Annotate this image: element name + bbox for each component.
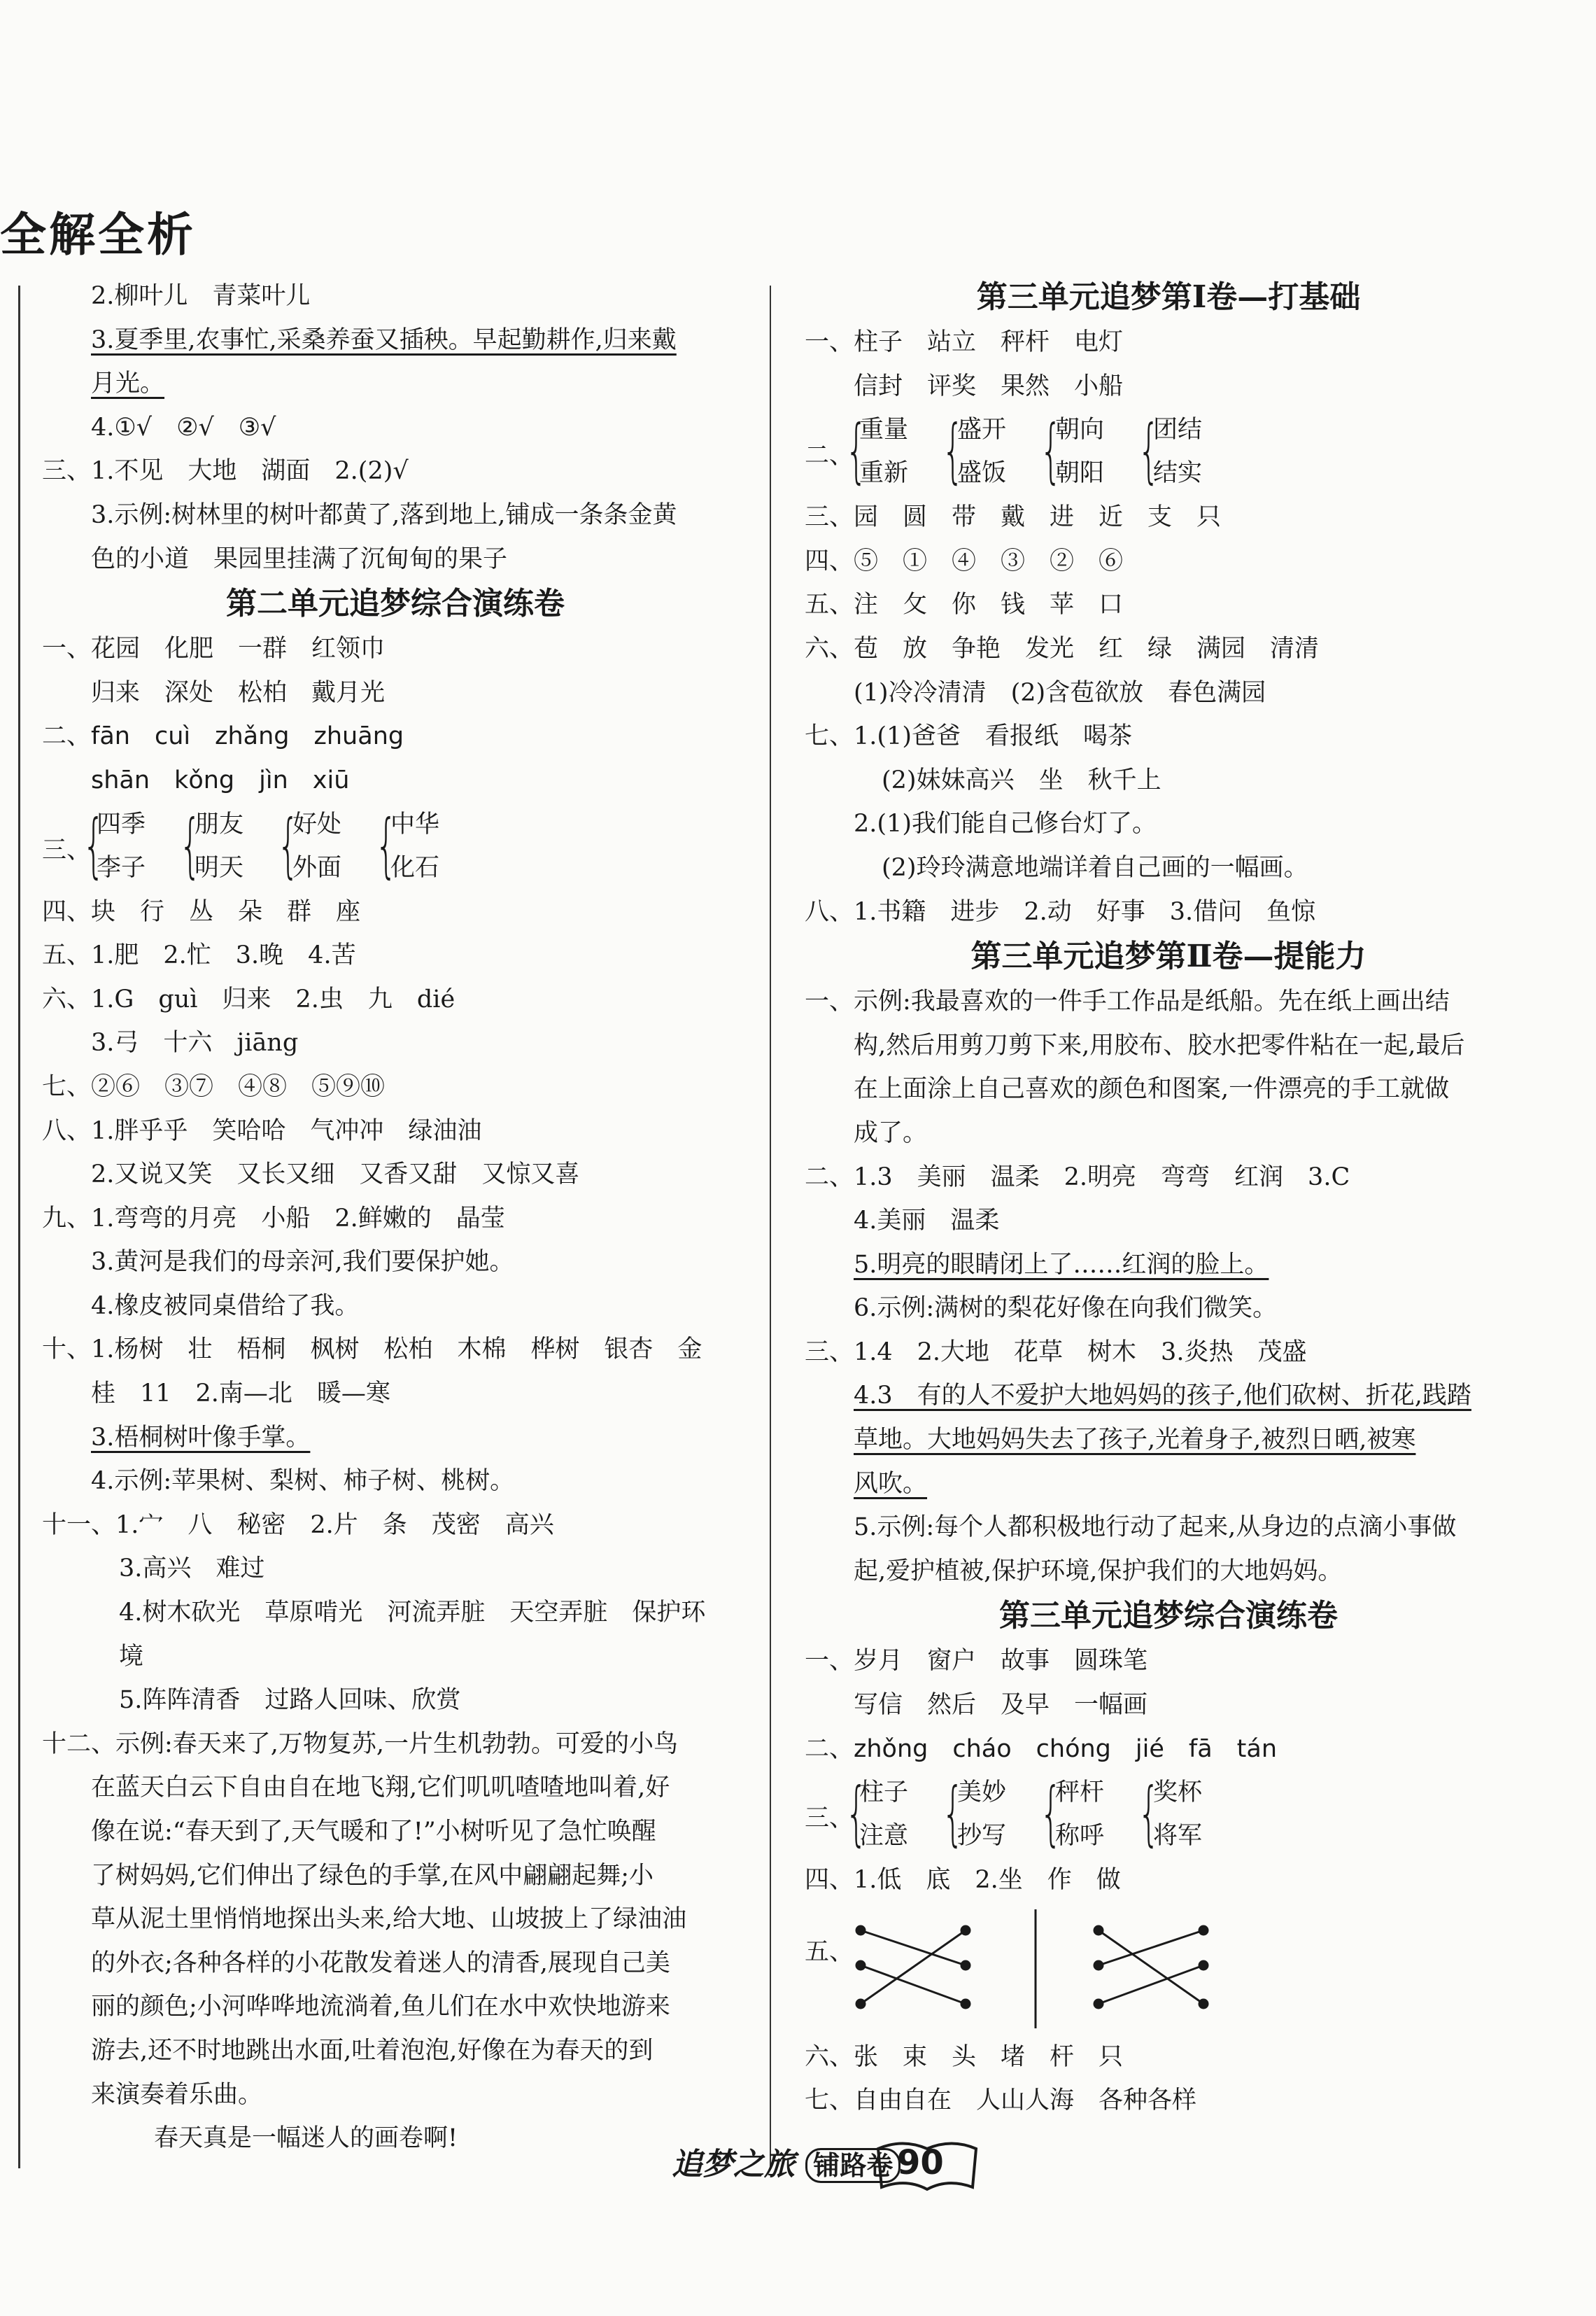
answer-line [805,365,1532,409]
answers-unit3-advanced [805,980,1532,1593]
answer-text: 十一、1.宀 八 秘密 2.片 条 茂密 高兴 [42,1510,554,1539]
answer-text: 五、1.肥 2.忙 3.晚 4.苦 [42,941,356,970]
brace-mark: { [1138,1772,1160,1855]
answer-line [805,2079,1532,2123]
answer-text: 一、花园 化肥 一群 红领巾 [42,635,386,664]
answer-line [42,2117,749,2161]
answer-line [42,1240,749,1284]
answer-text: 成了。 [854,1118,928,1147]
section-title-unit3-basic: 第三单元追梦第Ⅰ卷—打基础 [976,279,1361,315]
answer-line [42,1635,749,1679]
brace-mark: { [1040,1772,1062,1855]
brace-group-unit2 [42,803,749,890]
answer-line [805,846,1532,890]
answer-text: 2.(1)我们能自己修台灯了。 [854,810,1157,838]
brace-word: 明天 [195,853,244,882]
answer-text: 5.示例:每个人都积极地行动了起来,从身边的点滴小事做 [854,1513,1457,1542]
footer-brand: 追梦之旅 [672,2147,795,2182]
answer-line [805,1331,1532,1375]
answer-line [805,759,1532,803]
answer-text: 写信 然后 及早 一幅画 [854,1691,1148,1720]
answer-text: 七、1.(1)爸爸 看报纸 喝茶 [805,722,1132,751]
page-number: 90 [897,2143,944,2182]
answer-text: 二、fān cuì zhǎng zhuāng [42,722,404,751]
answer-line [42,2073,749,2117]
answer-text: 5.明亮的眼睛闭上了……红润的脸上。 [854,1250,1269,1279]
answer-line [42,1897,749,1942]
right-column [805,274,1532,2123]
answer-text: 境 [119,1642,144,1671]
brace-mark: { [277,803,299,886]
answer-text: 3.弓 十六 jiāng [91,1029,299,1058]
brace-mark: { [942,1772,964,1855]
answer-line [42,1547,749,1591]
answer-line [805,1286,1532,1331]
answer-text: 3.高兴 难过 [119,1554,265,1583]
brace-word: 团结 [1153,416,1203,444]
section-title-unit2: 第二单元追梦综合演练卷 [226,586,565,622]
answer-text: 在蓝天白云下自由自在地飞翔,它们叽叽喳喳地叫着,好 [91,1774,670,1802]
answer-text: 十、1.杨树 壮 梧桐 枫树 松柏 木棉 桦树 银杏 金 [42,1335,702,1364]
answer-text: 像在说:“春天到了,天气暖和了!”小树听见了急忙唤醒 [91,1818,656,1846]
answer-line [805,2035,1532,2079]
answer-line [805,321,1532,365]
answer-line [805,1858,1532,1902]
answer-text: 九、1.弯弯的月亮 小船 2.鲜嫩的 晶莹 [42,1204,505,1233]
brace-word: 化石 [390,853,440,882]
brace-mark: { [83,803,105,886]
brace-word: 中华 [390,810,440,838]
answer-text: 5.阵阵清香 过路人回味、欣赏 [119,1686,461,1715]
page-header-title: 全解全析 [0,208,196,262]
brace-word: 秤杆 [1055,1778,1105,1807]
answer-text: 草从泥土里悄悄地探出头来,给大地、山坡披上了绿油油 [91,1905,687,1934]
matching-label: 五、 [805,1937,854,1966]
answer-text: 3.夏季里,农事忙,采桑养蚕又插秧。早起勤耕作,归来戴 [91,325,677,354]
brace-word: 重量 [859,416,909,444]
brace-word: 朋友 [195,810,244,838]
brace-word: 结实 [1153,459,1203,488]
answer-text: 4.美丽 温柔 [854,1207,1000,1235]
brace-mark: { [1138,409,1160,492]
brace-word: 四季 [97,810,146,838]
answer-line [42,1153,749,1197]
answer-line [805,1506,1532,1550]
brace-word: 盛饭 [957,459,1007,488]
answer-line [42,493,749,538]
section-title-unit3-comprehensive: 第三单元追梦综合演练卷 [999,1598,1338,1634]
answer-text: 在上面涂上自己喜欢的颜色和图案,一件漂亮的手工就做 [854,1075,1450,1104]
answer-text: 色的小道 果园里挂满了沉甸甸的果子 [91,545,508,573]
answer-line [805,890,1532,934]
brace-word: 好处 [292,810,342,838]
answer-text: 四、⑤ ① ④ ③ ② ⑥ [805,547,1124,575]
answer-text: 二、1.3 美丽 温柔 2.明亮 弯弯 红润 3.C [805,1163,1350,1191]
matching-lines-diagram [833,1902,1252,2035]
answer-text: 4.3 有的人不爱护大地妈妈的孩子,他们砍树、折花,践踏 [854,1382,1471,1410]
section-title-unit3-advanced: 第三单元追梦第Ⅱ卷—提能力 [970,939,1367,975]
answer-text: 起,爱护植被,保护环境,保护我们的大地妈妈。 [854,1557,1343,1585]
answer-line [42,978,749,1022]
brace-word: 朝阳 [1055,459,1105,488]
answer-line [42,1722,749,1767]
answer-line [42,890,749,934]
answer-line [805,1374,1532,1418]
answer-line [805,1683,1532,1727]
answer-line [805,627,1532,671]
answer-text: 3.黄河是我们的母亲河,我们要保护她。 [91,1248,514,1277]
answer-line [42,1942,749,1986]
answer-line [805,671,1532,715]
answers-unit3-comprehensive-a [805,1639,1532,1771]
answer-text: 6.示例:满树的梨花好像在向我们微笑。 [854,1294,1278,1323]
brace-word: 将军 [1153,1822,1203,1851]
answers-unit2-part-a [42,627,749,802]
answer-text: 三、园 圆 带 戴 进 近 支 只 [805,503,1222,532]
answer-line [42,934,749,978]
answer-text: 五、注 攵 你 钱 苹 口 [805,591,1124,619]
answer-text: 丽的颜色;小河哗哗地流淌着,鱼儿们在水中欢快地游来 [91,1993,670,2021]
answer-line [42,1459,749,1503]
answer-line [42,1416,749,1460]
answer-text: 构,然后用剪刀剪下来,用胶布、胶水把零件粘在一起,最后 [854,1031,1465,1060]
brace-word: 外面 [292,853,342,882]
answer-line [42,759,749,803]
answer-text: 了树妈妈,它们伸出了绿色的手掌,在风中翩翩起舞;小 [91,1861,654,1890]
brace-lead: 三、 [805,1804,854,1833]
answer-line [42,538,749,582]
answer-line [42,1065,749,1109]
answer-text: 4.橡皮被同桌借给了我。 [91,1291,360,1320]
answer-text: 4.示例:苹果树、梨树、柿子树、桃树。 [91,1467,515,1496]
brace-word: 重新 [859,459,909,488]
answer-text: 三、1.不见 大地 湖面 2.(2)√ [42,457,409,486]
answer-line [42,1021,749,1065]
brace-group-unit3-comprehensive [805,1771,1532,1858]
answer-text: 一、岁月 窗户 故事 圆珠笔 [805,1647,1148,1676]
answer-text: (2)玲玲满意地端详着自己画的一幅画。 [882,853,1308,882]
answer-line [805,1243,1532,1287]
answer-text: 十二、示例:春天来了,万物复苏,一片生机勃勃。可爱的小鸟 [42,1729,679,1758]
brace-mark: { [1040,409,1062,492]
answer-text: (1)冷冷清清 (2)含苞欲放 春色满园 [854,678,1266,707]
answer-text: 六、苞 放 争艳 发光 红 绿 满园 清清 [805,634,1320,663]
answer-line [805,1111,1532,1156]
answer-text: 桂 11 2.南—北 暖—寒 [91,1380,390,1408]
brace-word: 抄写 [957,1822,1007,1851]
answer-text: 七、自由自在 人山人海 各种各样 [805,2086,1197,2115]
answer-line [805,1727,1532,1771]
answer-line [42,1985,749,2029]
answer-text: 六、1.G guì 归来 2.虫 九 dié [42,985,456,1013]
answer-text: 四、块 行 丛 朵 群 座 [42,897,361,926]
brace-mark: { [845,1772,868,1855]
footer-series: 铺路卷 [805,2148,901,2183]
brace-lead: 二、 [805,442,854,470]
matching-exercise [805,1902,1532,2035]
answer-line [805,1024,1532,1068]
answer-line [42,362,749,406]
answer-line [42,1854,749,1898]
brace-group-unit3-basic [805,408,1532,496]
answers-unit3-basic-a [805,321,1532,408]
answers-unit1-tail [42,274,749,581]
answer-line [42,1197,749,1241]
brace-mark: { [375,803,397,886]
answer-line [805,540,1532,584]
answer-line [42,1372,749,1416]
column-divider [770,286,771,2168]
footer-brand-logo [672,2139,901,2184]
answer-line [42,1766,749,1810]
answer-text: 2.柳叶儿 青菜叶儿 [91,282,311,310]
answer-text: 4.树木砍光 草原啃光 河流弄脏 天空弄脏 保护环 [119,1599,706,1627]
answer-line [42,1284,749,1328]
answer-line [805,1067,1532,1111]
answer-line [42,1591,749,1635]
answer-line [805,715,1532,759]
answer-text: 一、示例:我最喜欢的一件手工作品是纸船。先在纸上画出结 [805,988,1450,1016]
answer-line [805,496,1532,540]
answer-text: 归来 深处 松柏 戴月光 [91,678,386,707]
answer-text: (2)妹妹高兴 坐 秋千上 [882,766,1161,794]
answer-line [805,583,1532,627]
answer-line [42,1503,749,1547]
answer-text: 七、②⑥ ③⑦ ④⑧ ⑤⑨⑩ [42,1072,386,1101]
answers-unit3-comprehensive-c [805,2035,1532,2123]
brace-word: 朝向 [1055,416,1105,444]
brace-word: 奖杯 [1153,1778,1203,1807]
answer-line [42,1109,749,1153]
answer-text: 月光。 [91,370,165,398]
answer-line [805,980,1532,1024]
answer-text: 一、柱子 站立 秤杆 电灯 [805,328,1124,356]
answer-line [805,1418,1532,1462]
answer-line [42,671,749,715]
answer-text: 四、1.低 底 2.坐 作 做 [805,1866,1121,1895]
answer-line [805,802,1532,846]
brace-word: 柱子 [859,1778,909,1807]
brace-mark: { [179,803,202,886]
left-margin-rule [18,286,20,2168]
answer-line [805,1199,1532,1243]
answer-line [42,406,749,450]
answer-line [42,715,749,759]
brace-lead: 三、 [42,836,92,864]
answer-line [42,1810,749,1854]
brace-word: 盛开 [957,416,1007,444]
answer-text: 春天真是一幅迷人的画卷啊! [154,2124,458,2153]
brace-word: 美妙 [957,1778,1007,1807]
answer-line [42,318,749,363]
brace-word: 称呼 [1055,1822,1105,1851]
answer-text: 二、zhǒng cháo chóng jié fā tán [805,1734,1277,1763]
answer-text: shān kǒng jìn xiū [91,766,350,794]
brace-word: 注意 [859,1822,909,1851]
answer-text: 六、张 束 头 堵 杆 只 [805,2042,1124,2071]
answer-text: 风吹。 [854,1469,928,1498]
answer-text: 信封 评奖 果然 小船 [854,372,1124,400]
answer-text: 八、1.书籍 进步 2.动 好事 3.借问 鱼惊 [805,897,1316,926]
answer-line [805,1550,1532,1594]
answer-text: 来演奏着乐曲。 [91,2080,263,2109]
answer-text: 三、1.4 2.大地 花草 树木 3.炎热 茂盛 [805,1338,1307,1366]
answer-line [42,1328,749,1372]
answers-unit3-comprehensive-b [805,1858,1532,1902]
answer-line [42,449,749,493]
answer-line [42,274,749,318]
answer-line [42,2029,749,2073]
answer-text: 的外衣;各种各样的小花散发着迷人的清香,展现自己美 [91,1949,670,1977]
answers-unit3-basic-b [805,496,1532,934]
answer-line [42,627,749,671]
answer-text: 游去,还不时地跳出水面,吐着泡泡,好像在为春天的到 [91,2036,654,2065]
left-column [42,274,749,2161]
brace-mark: { [845,409,868,492]
answer-line [805,1156,1532,1200]
answers-unit2-part-b [42,890,749,2161]
answer-line [805,1462,1532,1506]
brace-word: 李子 [97,853,146,882]
brace-mark: { [942,409,964,492]
answer-line [42,1678,749,1722]
answer-text: 4.①√ ②√ ③√ [91,413,276,442]
answer-text: 草地。大地妈妈失去了孩子,光着身子,被烈日晒,被寒 [854,1426,1416,1454]
answer-text: 八、1.胖乎乎 笑哈哈 气冲冲 绿油油 [42,1116,482,1145]
answer-text: 3.示例:树林里的树叶都黄了,落到地上,铺成一条条金黄 [91,500,677,529]
answer-text: 3.梧桐树叶像手掌。 [91,1423,311,1452]
answer-line [805,1639,1532,1683]
answer-text: 2.又说又笑 又长又细 又香又甜 又惊又喜 [91,1160,580,1189]
